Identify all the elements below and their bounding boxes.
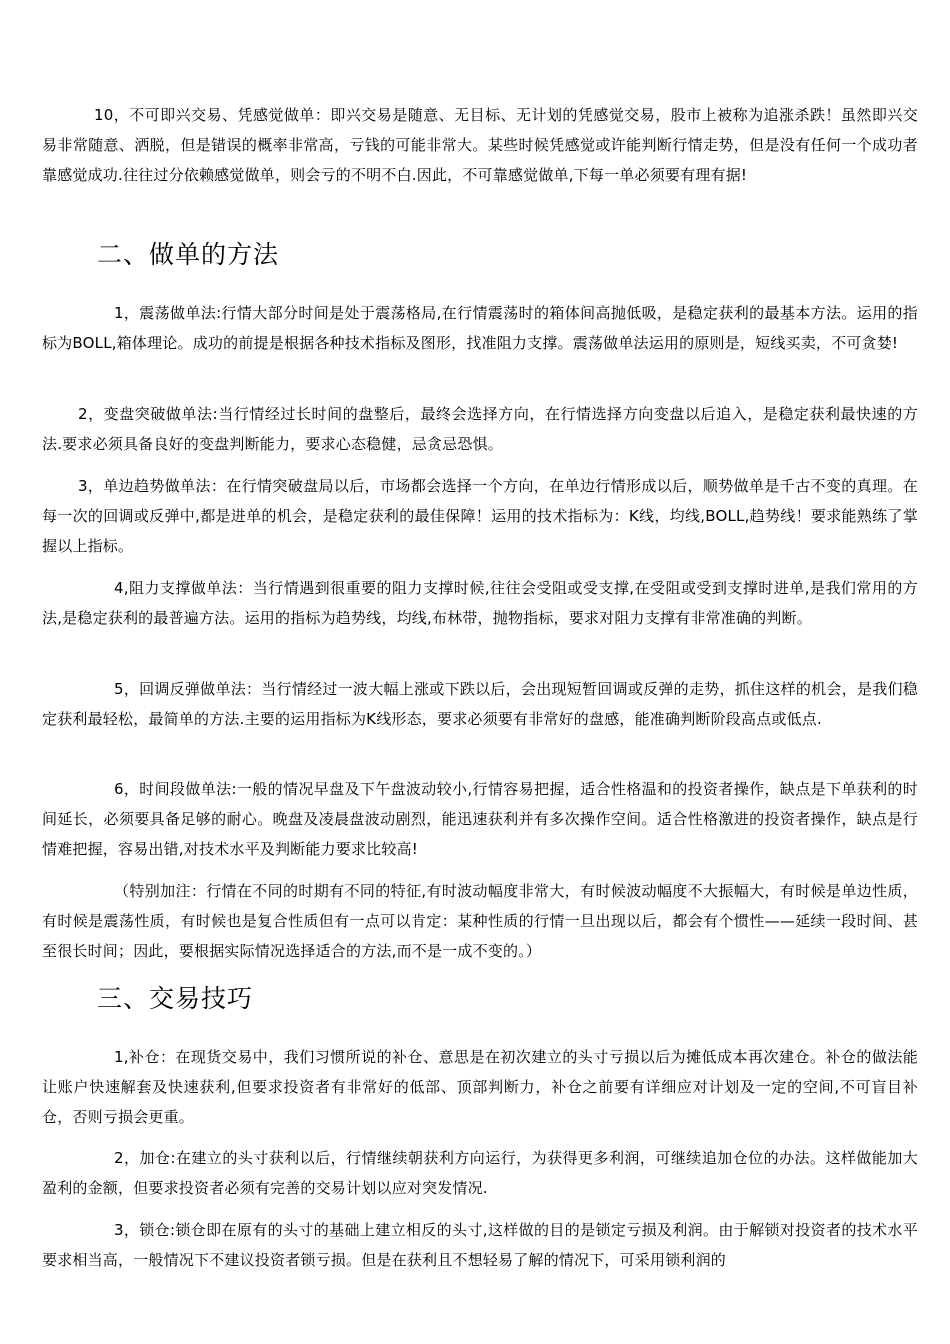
paragraph-lock-position: 3，锁仓:锁仓即在原有的头寸的基础上建立相反的头寸,这样做的目的是锁定亏损及利润。由于解锁对投资者的技术水平要求相当高，一般情况下不建议投资者锁亏损。但是在获利且不想轻易了解的情况下，可采用锁利润的 [42, 1221, 918, 1269]
paragraph-support-resistance-method: 4,阻力支撑做单法：当行情遇到很重要的阻力支撑时候,往往会受阻或受支撑,在受阻或受到支撑时进单,是我们常用的方法,是稳定获利的最普遍方法。运用的指标为趋势线，均线,布林带，抛物指标，要求对阻力支撑有非常准确的判断。 [42, 579, 918, 627]
paragraph-special-note: （特别加注：行情在不同的时期有不同的特征,有时波动幅度非常大，有时候波动幅度不大振幅大，有时候是单边性质，有时候是震荡性质，有时候也是复合性质但有一点可以肯定：某种性质的行情一旦出现以后，都会有个惯性——延续一段时间、甚至很长时间；因此，要根据实际情况选择适合的方法,而不是一成不变的。） [42, 882, 918, 960]
paragraph-breakout-method: 2，变盘突破做单法:当行情经过长时间的盘整后，最终会选择方向，在行情选择方向变盘以后追入，是稳定获利最快速的方法.要求必须具备良好的变盘判断能力，要求心态稳健，忌贪忌恐惧。 [42, 405, 918, 453]
paragraph-10-impulse-trading: 10，不可即兴交易、凭感觉做单：即兴交易是随意、无目标、无计划的凭感觉交易，股市上被称为追涨杀跌！虽然即兴交易非常随意、洒脱，但是错误的概率非常高，亏钱的可能非常大。某些时候凭感觉或许能判断行情走势，但是没有任何一个成功者靠感觉成功.往往过分依赖感觉做单，则会亏的不明不白.因此，不可靠感觉做单,下每一单必须要有理有据! [42, 106, 918, 184]
paragraph-trend-method: 3，单边趋势做单法：在行情突破盘局以后，市场都会选择一个方向，在单边行情形成以后，顺势做单是千古不变的真理。在每一次的回调或反弹中,都是进单的机会，是稳定获利的最佳保障！运用的技术指标为：K线，均线,BOLL,趋势线！要求能熟练了掌握以上指标。 [42, 477, 918, 555]
section-heading-methods: 二、做单的方法 [97, 240, 280, 269]
paragraph-time-period-method: 6，时间段做单法:一般的情况早盘及下午盘波动较小,行情容易把握，适合性格温和的投资者操作，缺点是下单获利的时间延长，必须要具备足够的耐心。晚盘及凌晨盘波动剧烈，能迅速获利并有多次操作空间。适合性格激进的投资者操作，缺点是行情难把握，容易出错,对技术水平及判断能力要求比较高! [42, 780, 918, 858]
section-heading-trading-skills: 三、交易技巧 [97, 984, 254, 1013]
paragraph-increase-position: 2，加仓:在建立的头寸获利以后，行情继续朝获利方向运行，为获得更多利润，可继续追加仓位的办法。这样做能加大盈利的金额，但要求投资者必须有完善的交易计划以应对突发情况. [42, 1149, 918, 1197]
paragraph-add-position: 1,补仓：在现货交易中，我们习惯所说的补仓、意思是在初次建立的头寸亏损以后为摊低成本再次建仓。补仓的做法能让账户快速解套及快速获利,但要求投资者有非常好的低部、顶部判断力，补仓之前要有详细应对计划及一定的空间,不可盲目补仓，否则亏损会更重。 [42, 1048, 918, 1126]
paragraph-oscillation-method: 1，震荡做单法:行情大部分时间是处于震荡格局,在行情震荡时的箱体间高抛低吸，是稳定获利的最基本方法。运用的指标为BOLL,箱体理论。成功的前提是根据各种技术指标及图形，找准阻力支撑。震荡做单法运用的原则是，短线买卖，不可贪婪! [42, 304, 918, 352]
paragraph-pullback-method: 5，回调反弹做单法：当行情经过一波大幅上涨或下跌以后，会出现短暂回调或反弹的走势，抓住这样的机会，是我们稳定获利最轻松，最简单的方法.主要的运用指标为K线形态，要求必须要有非常好的盘感，能准确判断阶段高点或低点. [42, 680, 918, 728]
